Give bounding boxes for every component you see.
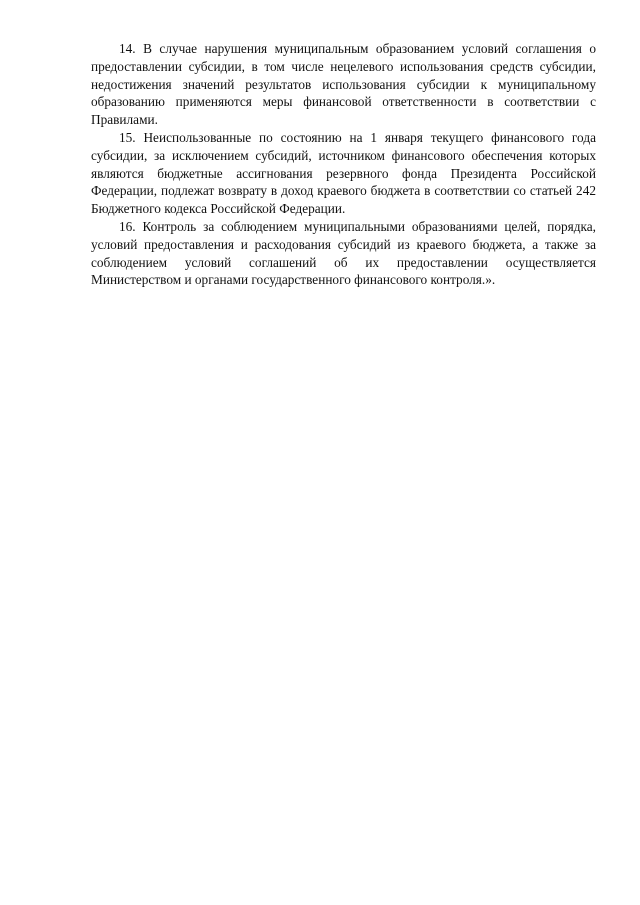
document-body	[91, 40, 596, 289]
paragraph-15: 15. Неиспользованные по состоянию на 1 января текущего финансового года субсидии, за исключением субсидий, источником финансового обеспечения которых являются бюджетные ассигнования резервного фонда Президента Российской Федерации, подлежат возврату в доход краевого бюджета в соответствии со статьей 242 Бюджетного кодекса Российской Федерации.	[91, 129, 596, 217]
paragraph-14: 14. В случае нарушения муниципальным образованием условий соглашения о предоставлении субсидии, в том числе нецелевого использования средств субсидии, недостижения значений результатов использования субсидии к муниципальному образованию применяются меры финансовой ответственности в соответствии с Правилами.	[91, 41, 596, 128]
paragraph-16: 16. Контроль за соблюдением муниципальными образованиями целей, порядка, условий предоставления и расходования субсидий из краевого бюджета, а также за соблюдением условий соглашений об их предоставлении осуществляется Министерством и органами государственного финансового контроля.».	[91, 218, 596, 288]
